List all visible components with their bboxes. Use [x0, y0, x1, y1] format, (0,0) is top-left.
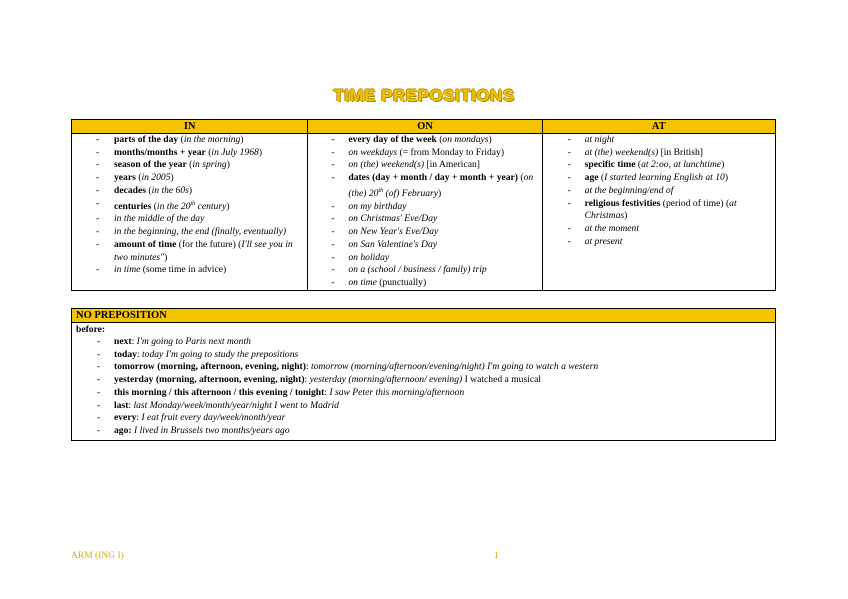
no-preposition-header: NO PREPOSITION [72, 309, 776, 323]
text-segment: on New Year's Eve/Day [348, 226, 439, 238]
page-title: TIME PREPOSITIONS [333, 86, 515, 105]
text-segment: on weekdays [348, 146, 398, 158]
text-segment: season of the year [114, 159, 187, 171]
text-segment: age [584, 172, 599, 184]
text-segment: ( [135, 172, 142, 184]
text-segment: on a (school / business / family) trip [348, 264, 487, 276]
text-segment: at the beginning/end of [584, 184, 674, 196]
at-usage-item [543, 147, 775, 160]
text-segment: (period of time) ( [660, 197, 730, 209]
no-preposition-item [72, 349, 775, 362]
text-segment: in the morning [183, 134, 241, 145]
text-segment: (some time in advice) [140, 264, 227, 276]
text-segment: ( [145, 184, 152, 196]
text-segment: ) [258, 146, 263, 158]
text-segment: ( [186, 159, 193, 171]
on-usage-item [308, 252, 541, 265]
text-segment: I lived in Brussels two months/years ago [134, 424, 290, 436]
column-header-at: AT [542, 120, 775, 134]
footer-label: ARM (ING I) [71, 551, 124, 561]
text-segment: ( [205, 146, 212, 158]
text-segment: religious festivities [584, 197, 661, 209]
text-segment: on San Valentine's Day [348, 238, 438, 250]
on-usage-item [308, 277, 541, 290]
text-segment: : [305, 361, 312, 373]
text-segment: amount of time [114, 238, 177, 250]
on-usage-item [308, 159, 541, 172]
text-segment: yesterday (morning/afternoon/ evening) [309, 374, 463, 386]
text-segment: ( [178, 134, 184, 145]
column-header-in: IN [72, 120, 308, 134]
text-segment: every [114, 412, 137, 424]
at-usage-item [543, 236, 775, 249]
no-preposition-item [72, 400, 775, 413]
text-segment: at Christmas [584, 197, 737, 222]
text-segment: at 2:oo, at lunchtime [641, 159, 722, 171]
text-segment: on my birthday [348, 200, 407, 212]
text-segment: ) [488, 134, 492, 145]
no-preposition-item [72, 361, 775, 374]
text-segment: I saw Peter this morning/afternoon [329, 386, 465, 398]
text-segment: in time [114, 264, 141, 276]
text-segment: at present [584, 235, 623, 247]
text-segment: yesterday (morning, afternoon, evening, night) [114, 374, 305, 386]
text-segment: I'll see you in two minutes" [114, 238, 293, 263]
text-segment: on mondays [442, 134, 489, 145]
text-segment: last [114, 399, 129, 411]
text-segment: (of) February [383, 188, 439, 199]
on-usage-item [308, 134, 541, 147]
text-segment: ) [724, 172, 729, 184]
text-segment: : [131, 336, 137, 347]
text-segment: every day of the week [348, 134, 437, 145]
text-segment: : [136, 348, 142, 360]
column-on [308, 134, 542, 291]
text-segment: months/months + year [114, 146, 206, 158]
text-segment: [in American] [424, 159, 480, 171]
on-usage-item [308, 172, 541, 201]
text-segment: : [324, 386, 330, 398]
at-usage-item [543, 223, 775, 236]
text-segment: I started learning English at 10 [604, 172, 725, 184]
text-segment: ) [438, 188, 442, 199]
column-header-on: ON [308, 120, 542, 134]
text-segment: in the 20 [156, 200, 191, 212]
page-number: 1 [494, 551, 499, 561]
text-segment: th [190, 200, 196, 207]
at-usage-item [543, 185, 775, 198]
text-segment: parts of the day [114, 134, 179, 145]
text-segment: on time [348, 276, 377, 288]
text-segment: century [195, 200, 227, 212]
column-at [542, 134, 775, 291]
text-segment: : [304, 374, 310, 386]
in-usage-item [72, 185, 307, 198]
text-segment: ( [598, 172, 605, 184]
in-usage-item [72, 134, 307, 147]
text-segment: today [114, 348, 137, 360]
text-segment: ) [226, 159, 230, 171]
text-segment: ) [624, 210, 628, 222]
text-segment: today I'm going to study the prepositions [142, 348, 299, 360]
text-segment: on Christmas' Eve/Day [348, 213, 438, 225]
text-segment: th [378, 187, 384, 194]
text-segment: years [114, 172, 136, 184]
in-usage-item [72, 226, 307, 239]
text-segment: dates (day + month / day + month + year) [348, 172, 518, 184]
text-segment: at (the) weekend(s) [584, 146, 659, 158]
on-usage-item [308, 264, 541, 277]
in-usage-item [72, 159, 307, 172]
text-segment: on (the) weekend(s) [348, 159, 425, 171]
text-segment: ago: [114, 424, 132, 436]
on-usage-item [308, 226, 541, 239]
on-usage-item [308, 239, 541, 252]
text-segment: in July 1968 [211, 146, 259, 158]
text-segment: tomorrow (morning/afternoon/evening/night) I'm going to watch a western [311, 361, 599, 373]
on-usage-item [308, 213, 541, 226]
no-preposition-item [72, 336, 775, 349]
text-segment: tomorrow (morning, afternoon, evening, night) [114, 361, 306, 373]
no-preposition-item [72, 412, 775, 425]
in-usage-item [72, 172, 307, 185]
text-segment: ) [226, 200, 230, 212]
text-segment: in the beginning, the end (finally, eventually) [114, 226, 287, 238]
text-segment: next [114, 336, 132, 347]
text-segment: I watched a musical [462, 374, 542, 386]
text-segment: in 2005 [141, 172, 171, 184]
text-segment: [in British] [658, 146, 703, 158]
in-usage-item [72, 198, 307, 214]
text-segment: decades [114, 184, 146, 196]
text-segment: this morning / this afternoon / this evening / tonight [114, 386, 325, 398]
text-segment: (= from Monday to Friday) [397, 146, 505, 158]
no-preposition-item [72, 387, 775, 400]
text-segment: : [128, 399, 134, 411]
text-segment: I eat fruit every day/week/month/year [141, 412, 286, 424]
at-usage-item [543, 198, 775, 223]
no-preposition-item [72, 374, 775, 387]
no-preposition-intro: before: [76, 324, 106, 335]
on-usage-item [308, 147, 541, 160]
in-usage-item [72, 239, 307, 264]
at-usage-item [543, 134, 775, 147]
text-segment: on holiday [348, 251, 390, 263]
no-preposition-body [72, 323, 776, 441]
in-usage-item [72, 213, 307, 226]
at-usage-item [543, 172, 775, 185]
text-segment: (for the future) ( [176, 238, 242, 250]
text-segment: centuries [114, 200, 152, 212]
on-usage-item [308, 201, 541, 214]
text-segment: : [136, 412, 142, 424]
text-segment: at night [584, 134, 615, 145]
text-segment: on (the) 20 [348, 172, 534, 199]
text-segment: at the moment [584, 222, 639, 234]
text-segment: ) [721, 159, 725, 171]
text-segment: in the middle of the day [114, 213, 205, 225]
at-usage-item [543, 159, 775, 172]
text-segment: I'm going to Paris next month [136, 336, 251, 347]
no-preposition-item [72, 425, 775, 438]
text-segment: ) [240, 134, 244, 145]
text-segment: (punctually) [376, 276, 427, 288]
text-segment: ( [635, 159, 642, 171]
text-segment: ( [436, 134, 443, 145]
text-segment: last Monday/week/month/year/night I went to Madrid [133, 399, 339, 411]
text-segment: ( [151, 200, 157, 212]
text-segment: ) [188, 184, 193, 196]
no-preposition-table [71, 308, 776, 441]
text-segment: specific time [584, 159, 636, 171]
text-segment: in the 60s [151, 184, 189, 196]
text-segment: ) [164, 251, 168, 263]
in-usage-item [72, 264, 307, 277]
column-in [72, 134, 308, 291]
in-usage-item [72, 147, 307, 160]
text-segment: in spring [192, 159, 227, 171]
text-segment: ) [170, 172, 174, 184]
text-segment: ( [518, 172, 524, 184]
prepositions-table [71, 119, 776, 291]
